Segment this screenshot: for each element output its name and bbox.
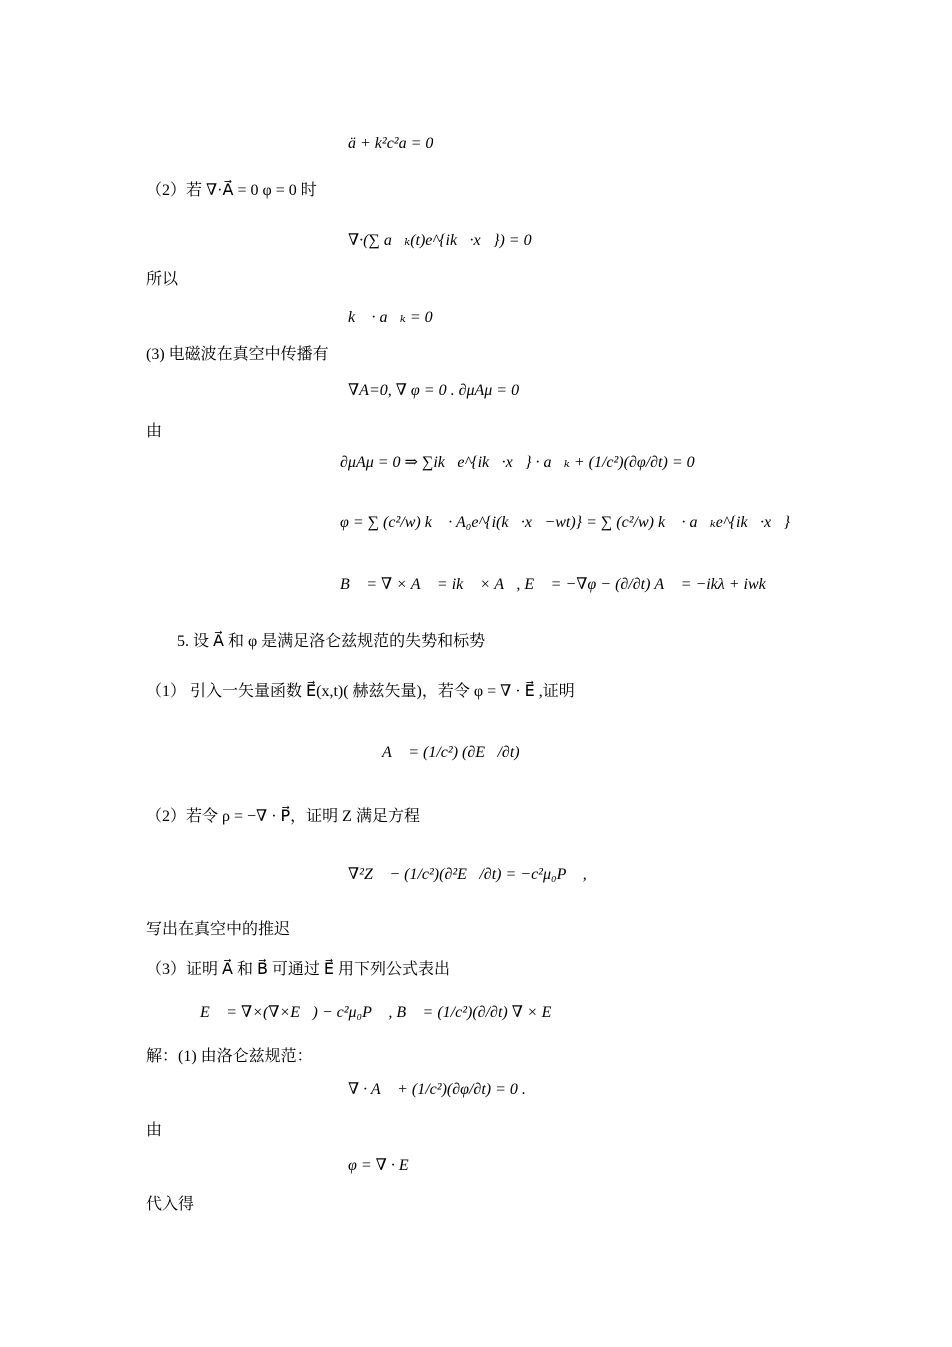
equation-phi-sum: φ = ∑ (c²/w) k⃗ · A₀e^{i(k⃗·x⃗−wt)} = ∑ (c²/w) k⃗ · a⃗ₖe^{ik⃗·x⃗}: [340, 514, 790, 531]
equation-gauge-conditions: ∇A=0, ∇ φ = 0 . ∂μAμ = 0: [348, 382, 520, 399]
equation-phi-div-e: φ = ∇ · E⃗: [348, 1157, 422, 1174]
equation-e-and-b-from-hertz: E⃗ = ∇×(∇×E⃗) − c²μ₀P⃗ , B⃗ = (1/c²)(∂/∂t) ∇ × E⃗: [200, 1004, 564, 1021]
text-part-3-statement: （3）证明 A⃗ 和 B⃗ 可通过 E⃗ 用下列公式表出: [146, 961, 451, 978]
text-case-2-condition: （2）若 ∇·A⃗ = 0 φ = 0 时: [146, 182, 317, 199]
equation-k-dot-a: k⃗ · a⃗ₖ = 0: [348, 309, 433, 326]
problem-5-statement: 5. 设 A⃗ 和 φ 是满足洛仑兹规范的失势和标势: [177, 633, 486, 650]
equation-a-from-hertz: A⃗ = (1/c²) (∂E⃗/∂t): [382, 744, 520, 761]
equation-b-and-e-fields: B⃗ = ∇ × A⃗ = ik⃗ × A⃗, E⃗ = −∇φ − (∂/∂t) A⃗ = −ikλ + iwk⃗: [340, 576, 779, 593]
text-from-2: 由: [146, 1122, 163, 1139]
equation-lorenz-expansion: ∂μAμ = 0 ⇒ ∑ik⃗e^{ik⃗·x⃗} · a⃗ₖ + (1/c²)(∂φ/∂t) = 0: [340, 454, 695, 471]
equation-a-ddot: ä + k²c²a = 0: [348, 135, 434, 152]
text-therefore: 所以: [146, 271, 179, 288]
text-case-3-heading: (3) 电磁波在真空中传播有: [146, 346, 329, 363]
text-retarded-vacuum: 写出在真空中的推迟: [146, 921, 291, 938]
text-substitute: 代入得: [146, 1196, 195, 1213]
text-solution-1: 解：(1) 由洛仑兹规范：: [146, 1048, 313, 1065]
equation-divergence-sum: ∇·(∑ a⃗ₖ(t)e^{ik⃗·x⃗}) = 0: [348, 232, 532, 249]
text-part-2-statement: （2）若令 ρ = −∇ · P⃗，证明 Z 满足方程: [146, 808, 420, 825]
text-from: 由: [146, 423, 163, 440]
equation-lorenz-gauge: ∇ · A⃗ + (1/c²)(∂φ/∂t) = 0 .: [348, 1081, 526, 1098]
text-part-1-statement: （1） 引入一矢量函数 E⃗(x,t)( 赫兹矢量)，若令 φ = ∇ · E⃗ ,证明: [146, 683, 575, 700]
equation-wave-hertz: ∇²Z⃗ − (1/c²)(∂²E⃗/∂t) = −c²μ₀P⃗ ,: [348, 866, 587, 883]
